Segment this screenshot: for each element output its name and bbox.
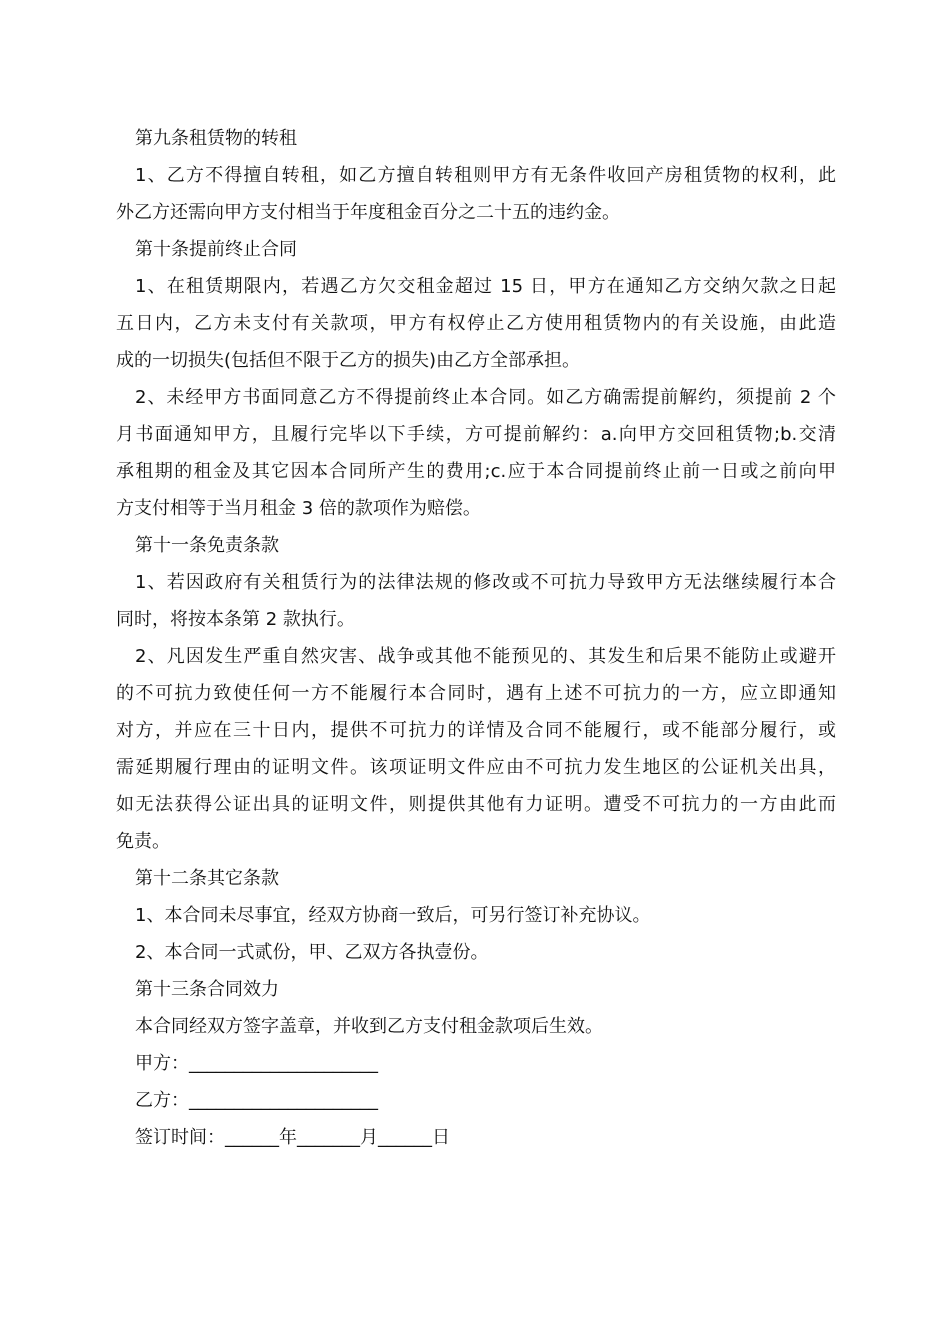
clause-11-2-line-1: 2、凡因发生严重自然灾害、战争或其他不能预见的、其发生和后果不能防止或避开: [135, 646, 836, 667]
signing-date-line: 签订时间：______年_______月______日: [135, 1127, 450, 1148]
clause-11-2-line-6: 免责。: [116, 831, 170, 852]
document-page: [116, 120, 836, 1156]
clause-11-1-line-1: 1、若因政府有关租赁行为的法律法规的修改或不可抗力导致甲方无法继续履行本合: [135, 572, 836, 593]
section-heading-9: 第九条租赁物的转租: [135, 128, 297, 149]
clause-11-2-line-2: 的不可抗力致使任何一方不能履行本合同时，遇有上述不可抗力的一方，应立即通知: [116, 683, 836, 704]
clause-10-1-line-2: 五日内，乙方未支付有关款项，甲方有权停止乙方使用租赁物内的有关设施，由此造: [116, 313, 836, 334]
clause-12-2: 2、本合同一式贰份，甲、乙双方各执壹份。: [135, 942, 489, 963]
clause-10-2-line-1: 2、未经甲方书面同意乙方不得提前终止本合同。如乙方确需提前解约，须提前 2 个: [135, 387, 836, 408]
section-heading-13: 第十三条合同效力: [135, 979, 279, 1000]
section-heading-12: 第十二条其它条款: [135, 868, 279, 889]
clause-10-2-line-4: 方支付相等于当月租金 3 倍的款项作为赔偿。: [116, 498, 481, 519]
party-a-signature-line: 甲方：_____________________: [135, 1053, 378, 1074]
party-b-signature-line: 乙方：_____________________: [135, 1090, 378, 1111]
clause-10-1-line-3: 成的一切损失(包括但不限于乙方的损失)由乙方全部承担。: [116, 350, 581, 371]
section-heading-11: 第十一条免责条款: [135, 535, 279, 556]
clause-11-2-line-5: 如无法获得公证出具的证明文件，则提供其他有力证明。遭受不可抗力的一方由此而: [116, 794, 836, 815]
clause-11-2-line-4: 需延期履行理由的证明文件。该项证明文件应由不可抗力发生地区的公证机关出具，: [116, 757, 836, 778]
clause-9-1-line-2: 外乙方还需向甲方支付相当于年度租金百分之二十五的违约金。: [116, 202, 620, 223]
clause-9-1-line-1: 1、乙方不得擅自转租，如乙方擅自转租则甲方有无条件收回产房租赁物的权利，此: [135, 165, 836, 186]
clause-11-2-line-3: 对方，并应在三十日内，提供不可抗力的详情及合同不能履行，或不能部分履行，或: [116, 720, 836, 741]
clause-13-text: 本合同经双方签字盖章，并收到乙方支付租金款项后生效。: [135, 1016, 603, 1037]
clause-10-2-line-2: 月书面通知甲方，且履行完毕以下手续，方可提前解约：a.向甲方交回租赁物;b.交清: [116, 424, 836, 445]
clause-10-2-line-3: 承租期的租金及其它因本合同所产生的费用;c.应于本合同提前终止前一日或之前向甲: [116, 461, 836, 482]
clause-10-1-line-1: 1、在租赁期限内，若遇乙方欠交租金超过 15 日，甲方在通知乙方交纳欠款之日起: [135, 276, 836, 297]
clause-11-1-line-2: 同时，将按本条第 2 款执行。: [116, 609, 355, 630]
clause-12-1: 1、本合同未尽事宜，经双方协商一致后，可另行签订补充协议。: [135, 905, 651, 926]
section-heading-10: 第十条提前终止合同: [135, 239, 297, 260]
